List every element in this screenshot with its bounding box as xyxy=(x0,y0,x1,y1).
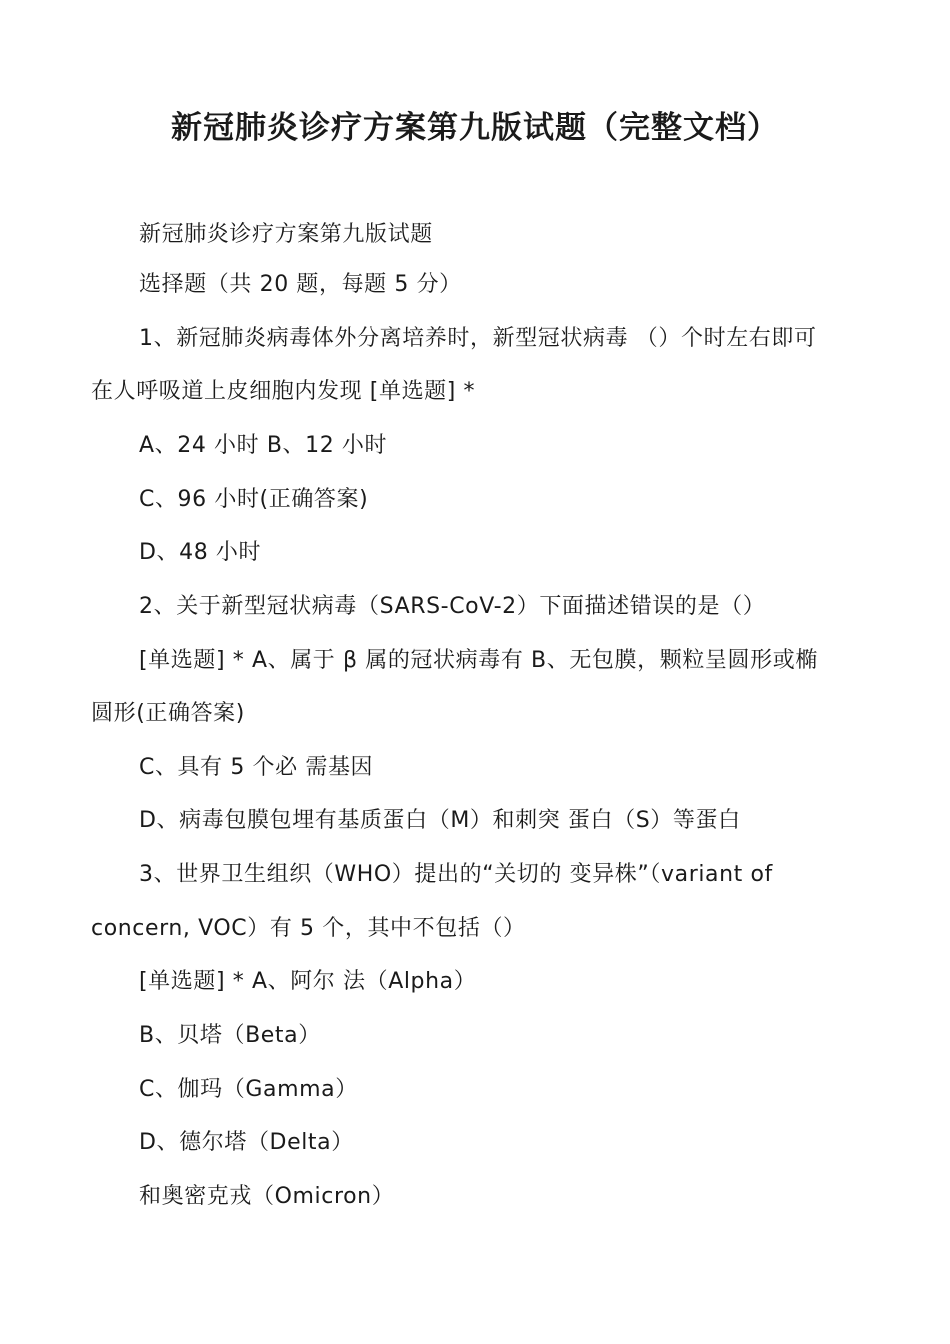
question-3-option-c: C、伽玛（Gamma） xyxy=(139,1077,358,1102)
question-3-option-b: B、贝塔（Beta） xyxy=(139,1023,321,1048)
question-1-line-1: 1、新冠肺炎病毒体外分离培养时，新型冠状病毒 （）个时左右即可 xyxy=(139,326,817,351)
question-3-line-1: 3、世界卫生组织（WHO）提出的“关切的 变异株”（variant of xyxy=(139,862,773,887)
subtitle-line: 新冠肺炎诊疗方案第九版试题 xyxy=(139,222,433,247)
question-1-option-ab: A、24 小时 B、12 小时 xyxy=(139,433,388,458)
question-2-line-2: [单选题] * A、属于 β 属的冠状病毒有 B、无包膜，颗粒呈圆形或椭 xyxy=(139,648,818,673)
question-1-option-d: D、48 小时 xyxy=(139,540,262,565)
document-title: 新冠肺炎诊疗方案第九版试题（完整文档） xyxy=(171,110,779,146)
question-3-line-2: concern, VOC）有 5 个，其中不包括（） xyxy=(91,916,526,941)
question-2-line-1: 2、关于新型冠状病毒（SARS-CoV-2）下面描述错误的是（） xyxy=(139,594,766,619)
question-3-option-e: 和奥密克戎（Omicron） xyxy=(139,1184,395,1209)
question-2-option-d: D、病毒包膜包埋有基质蛋白（M）和刺突 蛋白（S）等蛋白 xyxy=(139,808,741,833)
question-2-line-3: 圆形(正确答案) xyxy=(91,701,245,726)
question-1-option-c: C、96 小时(正确答案) xyxy=(139,487,369,512)
section-heading: 选择题（共 20 题，每题 5 分） xyxy=(139,272,462,297)
question-3-option-a: [单选题] * A、阿尔 法（Alpha） xyxy=(139,969,477,994)
question-3-option-d: D、德尔塔（Delta） xyxy=(139,1130,354,1155)
question-1-line-2: 在人呼吸道上皮细胞内发现 [单选题] * xyxy=(91,379,476,404)
question-2-option-c: C、具有 5 个必 需基因 xyxy=(139,755,374,780)
